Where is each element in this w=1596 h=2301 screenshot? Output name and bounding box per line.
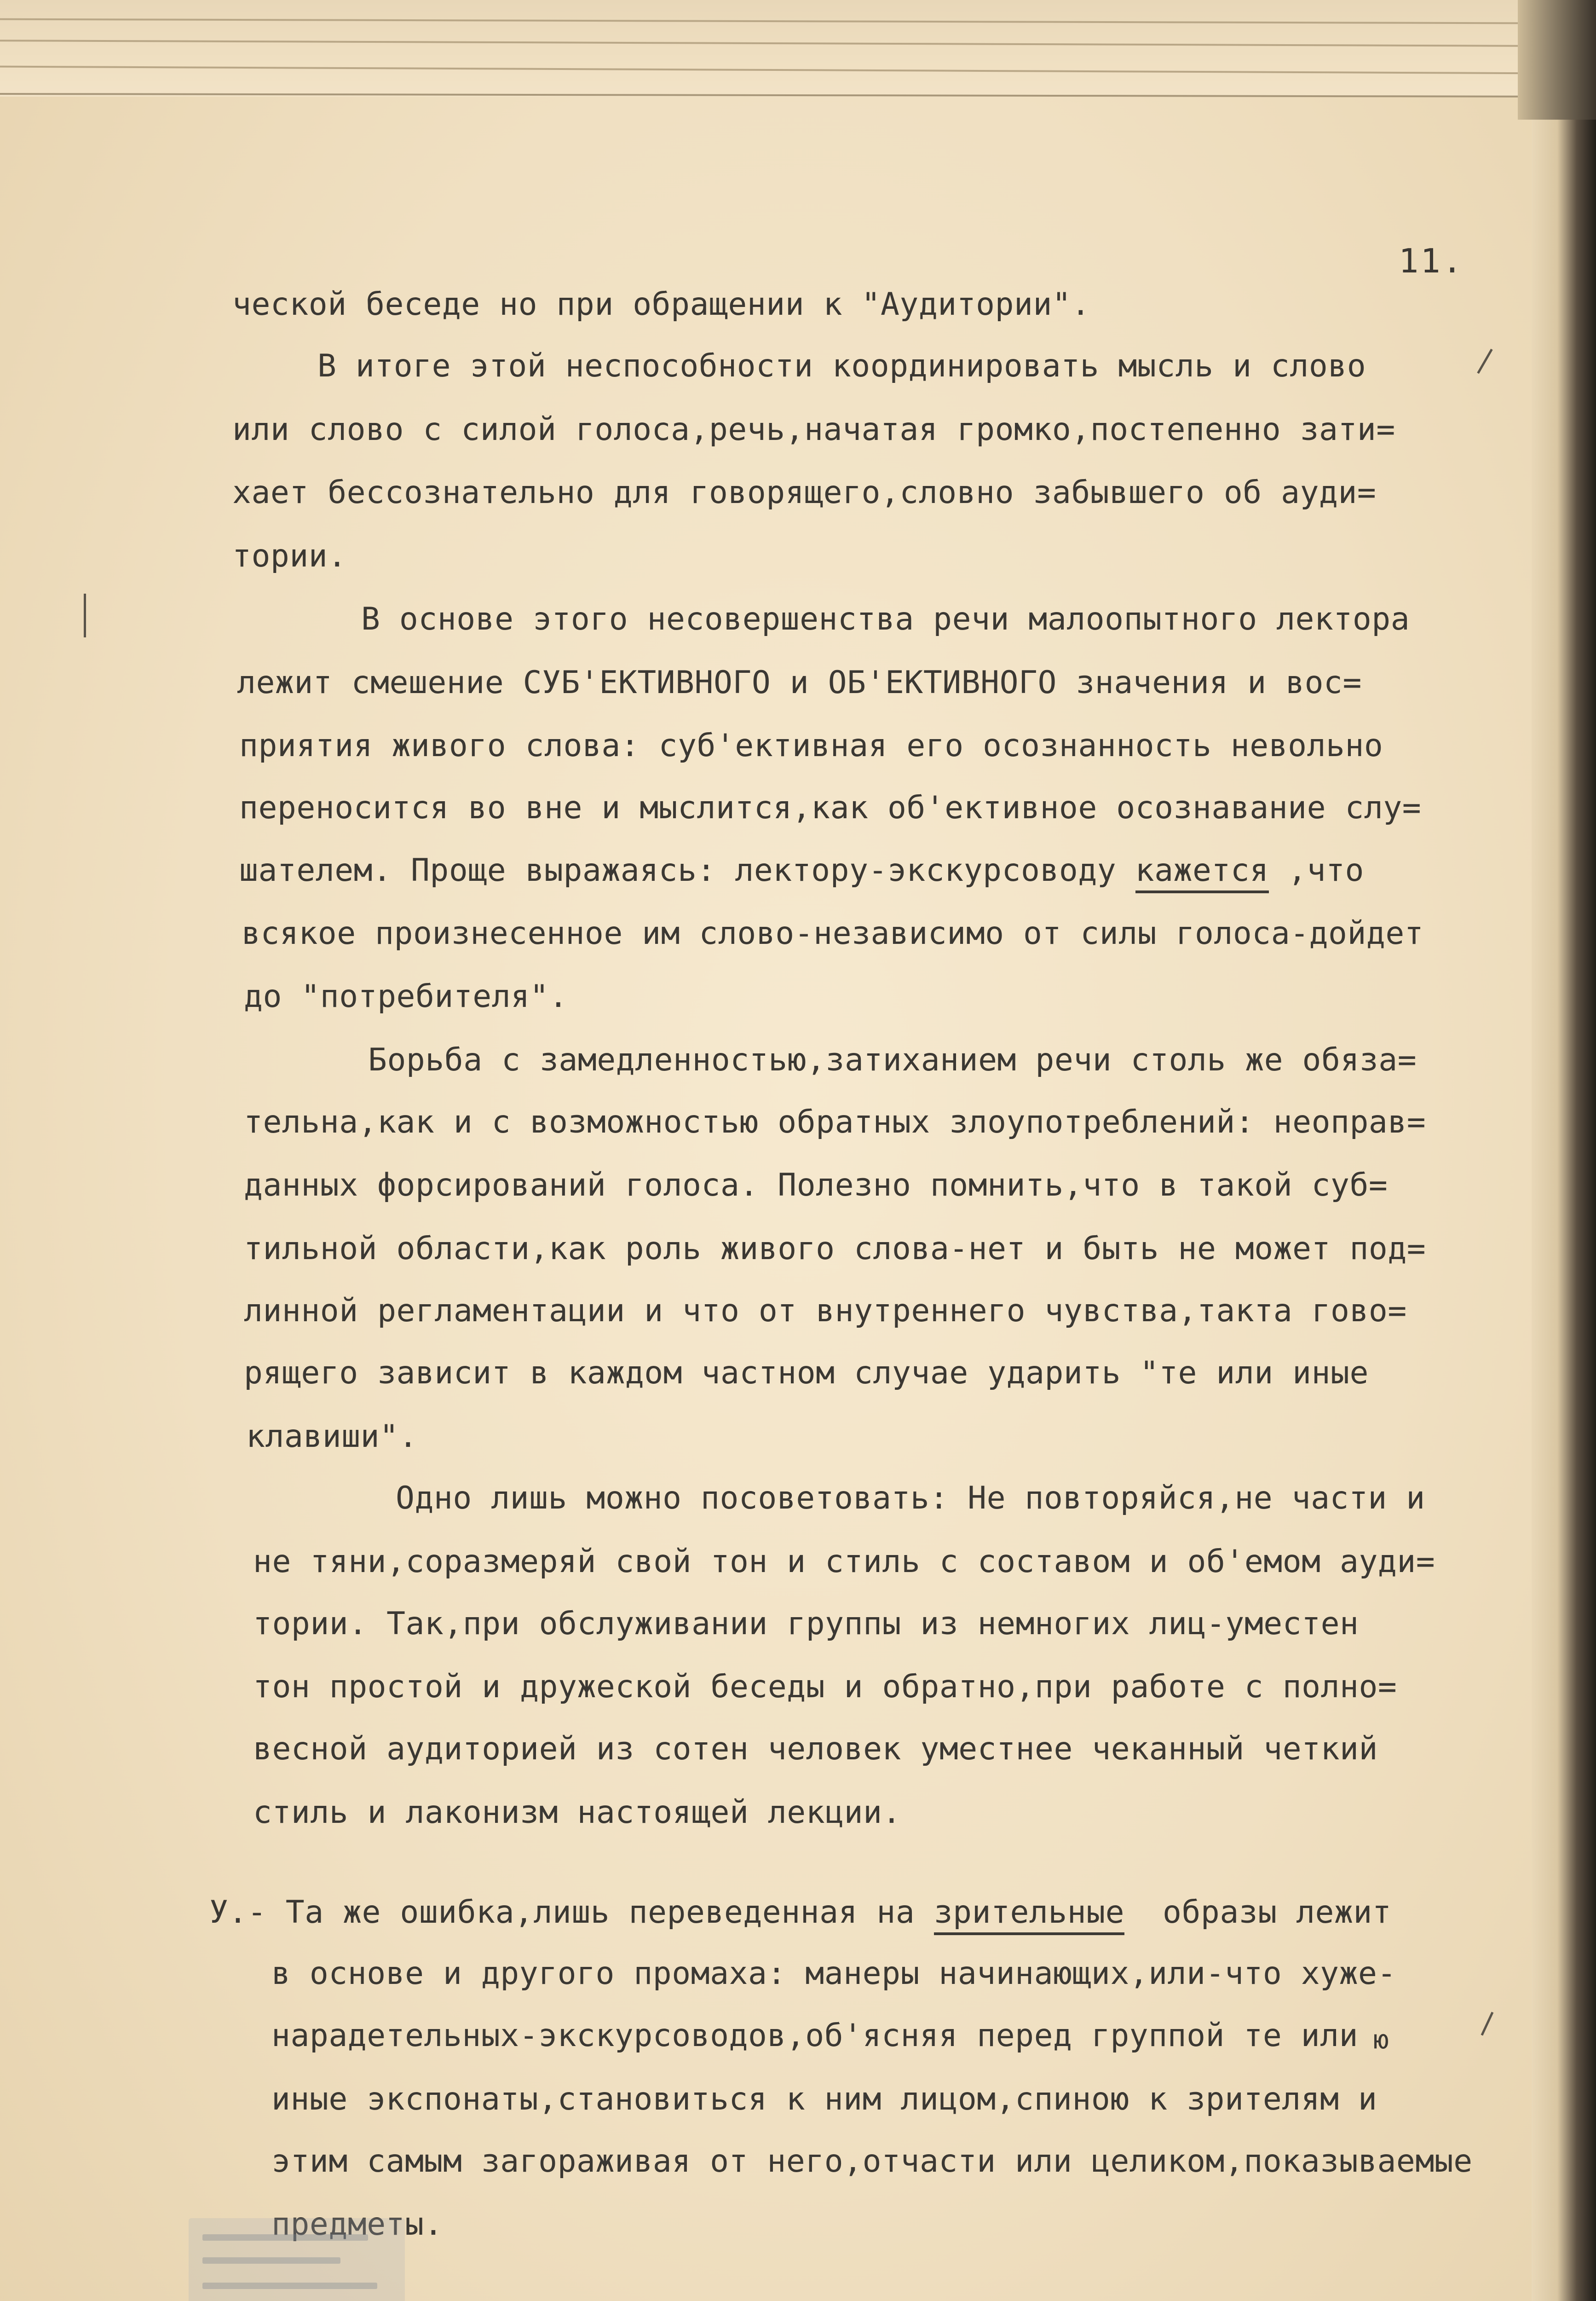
text-line: рящего зависит в каждом частном случае ударить "те или иные	[244, 1355, 1369, 1391]
list-marker: У.-	[209, 1894, 286, 1931]
text-line: нарадетельных-экскурсоводов,об'ясняя перед группой те или	[271, 2018, 1359, 2054]
text-line: переносится во вне и мыслится,как об'ективное осознавание слу=	[239, 790, 1422, 826]
text-line: стиль и лаконизм настоящей лекции.	[253, 1794, 901, 1831]
margin-tick	[84, 594, 86, 637]
text-line: тории. Так,при обслуживании группы из немногих лиц-уместен	[253, 1606, 1359, 1642]
text-line: всякое произнесенное им слово-независимо от силы голоса-дойдет	[242, 915, 1424, 952]
text-line: В основе этого несовершенства речи малоопытного лектора	[361, 601, 1410, 637]
text-line: не тяни,соразмеряй свой тон и стиль с составом и об'емом ауди=	[253, 1544, 1435, 1580]
page-number: 11.	[1399, 242, 1464, 280]
text-line: приятия живого слова: суб'ективная его осознанность невольно	[239, 728, 1383, 764]
text-line: в основе и другого промаха: манеры начинающих,или-что хуже-	[271, 1955, 1396, 1992]
underlined-word: зрительные	[934, 1894, 1124, 1935]
text-segment: образы лежит	[1124, 1894, 1392, 1931]
text-line: или слово с силой голоса,речь,начатая громко,постепенно зати=	[232, 411, 1395, 448]
text-segment: ,что	[1268, 852, 1364, 889]
text-line: Борьба с замедленностью,затиханием речи столь же обяза=	[368, 1042, 1417, 1078]
faded-stamp	[189, 2218, 405, 2301]
text-line: клавиши".	[246, 1418, 418, 1455]
text-line: иные экспонаты,становиться к ним лицом,спиною к зрителям и	[271, 2081, 1377, 2117]
underlined-word: кажется	[1135, 852, 1269, 893]
text-line	[239, 852, 1364, 889]
page-right-edge-top	[1518, 0, 1596, 120]
text-line: лежит смешение СУБ'ЕКТИВНОГО и ОБ'ЕКТИВНОГО значения и вос=	[237, 665, 1362, 701]
page-right-edge	[1532, 0, 1596, 2301]
paper-top-band	[0, 0, 1596, 97]
text-line: ческой беседе но при обращении к "Аудитории".	[232, 286, 1090, 323]
text-line: тон простой и дружеской беседы и обратно,при работе с полно=	[253, 1669, 1397, 1705]
text-line: В итоге этой неспособности координировать мысль и слово	[317, 348, 1366, 384]
text-line: тории.	[232, 538, 347, 574]
margin-tick	[1481, 2012, 1494, 2036]
text-line: предметы.	[271, 2206, 443, 2243]
text-line: хает бессознательно для говорящего,словно забывшего об ауди=	[232, 474, 1377, 511]
text-line: тельна,как и с возможностью обратных злоупотреблений: неоправ=	[244, 1104, 1426, 1140]
text-line: весной аудиторией из сотен человек уместнее чеканный четкий	[253, 1731, 1378, 1767]
text-segment: шателем. Проще выражаясь: лектору-экскурсоводу	[239, 852, 1135, 889]
handwritten-correction: ю	[1373, 2025, 1389, 2055]
margin-tick	[1477, 349, 1492, 374]
text-segment: Та же ошибка,лишь переведенная на	[285, 1894, 934, 1931]
text-line: линной регламентации и что от внутреннего чувства,такта гово=	[244, 1293, 1407, 1329]
text-line: данных форсирований голоса. Полезно помнить,что в такой суб=	[244, 1167, 1388, 1203]
text-line: Одно лишь можно посоветовать: Не повторяйся,не части и	[396, 1480, 1425, 1516]
text-line: этим самым загораживая от него,отчасти или целиком,показываемые	[271, 2143, 1473, 2180]
text-line	[209, 1894, 1392, 1931]
text-line: тильной области,как роль живого слова-нет и быть не может под=	[244, 1231, 1426, 1267]
text-line: до "потребителя".	[244, 978, 568, 1015]
